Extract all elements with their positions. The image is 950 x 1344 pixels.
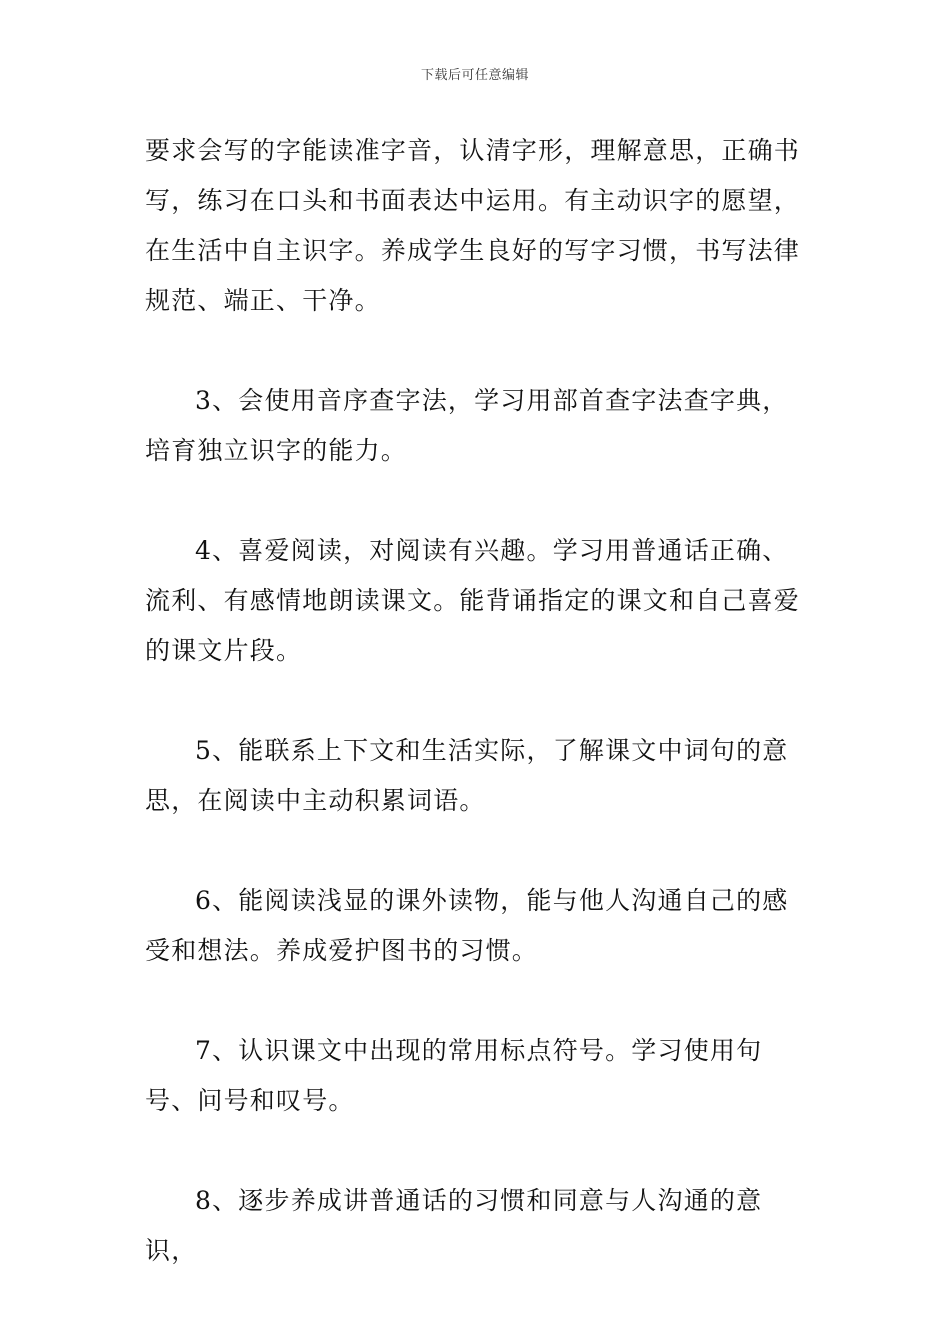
paragraph-item-8: 8、逐步养成讲普通话的习惯和同意与人沟通的意识， <box>145 1186 763 1265</box>
page-header: 下载后可任意编辑 <box>420 68 529 83</box>
paragraph-item-6: 6、能阅读浅显的课外读物，能与他人沟通自己的感受和想法。养成爱护图书的习惯。 <box>145 886 789 965</box>
document-body <box>145 126 813 1276</box>
paragraph-item-5: 5、能联系上下文和生活实际，了解课文中词句的意思，在阅读中主动积累词语。 <box>145 736 789 815</box>
paragraph-item-3: 3、会使用音序查字法，学习用部首查字法查字典，培育独立识字的能力。 <box>145 386 789 465</box>
paragraph-continuation: 要求会写的字能读准字音，认清字形，理解意思，正确书写，练习在口头和书面表达中运用。有主动识字的愿望，在生活中自主识字。养成学生良好的写字习惯，书写法律规范、端正、干净。 <box>145 136 801 315</box>
paragraph-item-4: 4、喜爱阅读，对阅读有兴趣。学习用普通话正确、流利、有感情地朗读课文。能背诵指定的课文和自己喜爱的课文片段。 <box>145 536 801 665</box>
paragraph-item-7: 7、认识课文中出现的常用标点符号。学习使用句号、问号和叹号。 <box>145 1036 763 1115</box>
